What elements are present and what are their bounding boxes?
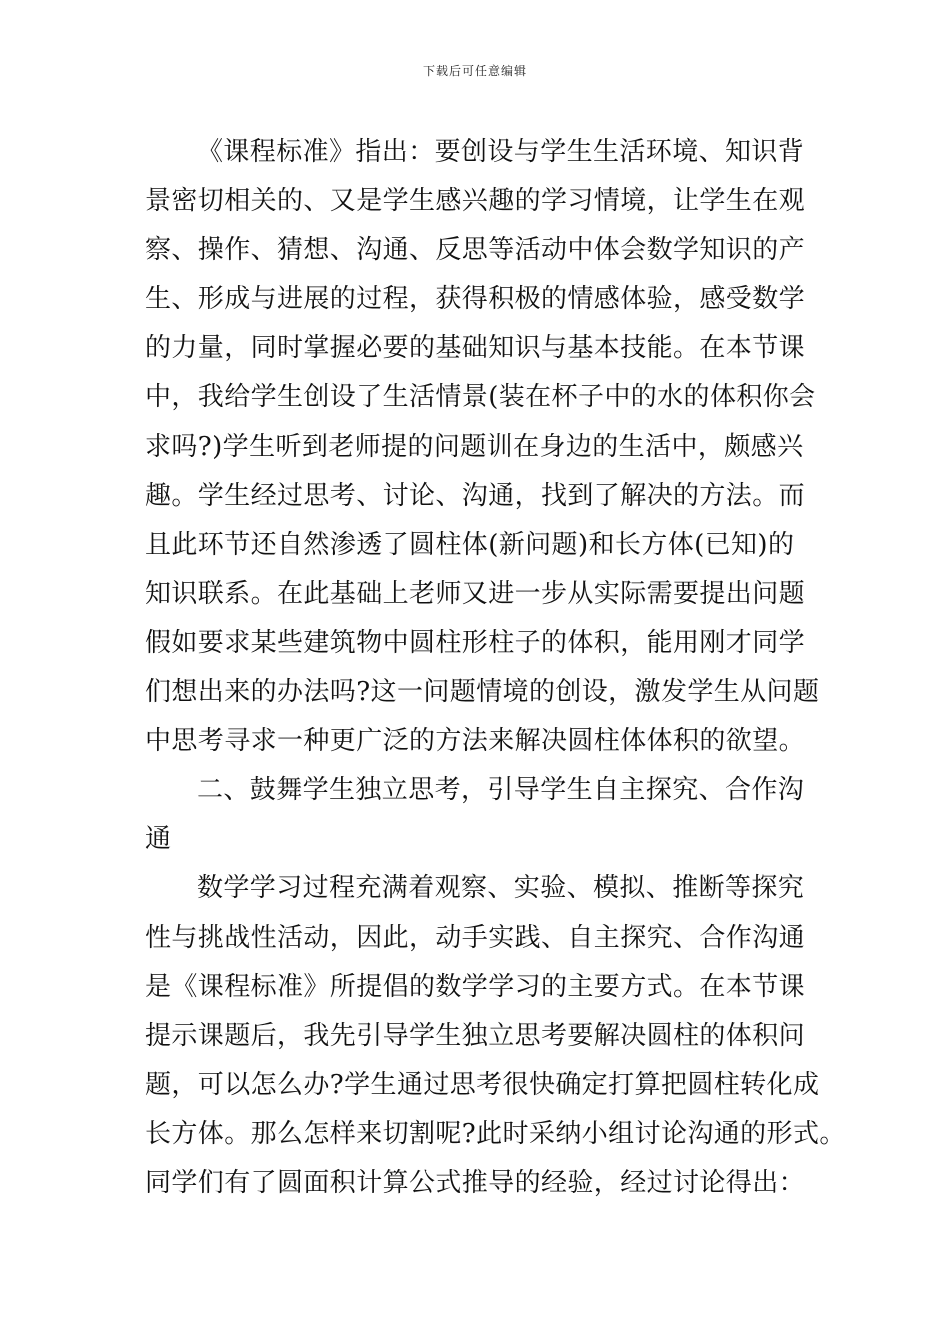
- paragraph-line: 们想出来的办法吗?这一问题情境的创设，激发学生从问题: [145, 677, 820, 708]
- section-heading-line: 通: [145, 824, 172, 855]
- paragraph-line: 的力量，同时掌握必要的基础知识与基本技能。在本节课: [145, 333, 806, 364]
- paragraph-line: 求吗?)学生听到老师提的问题训在身边的生活中，颇感兴: [145, 431, 804, 462]
- paragraph-line: 长方体。那么怎样来切割呢?此时采纳小组讨论沟通的形式。: [145, 1118, 846, 1149]
- paragraph-line: 趣。学生经过思考、讨论、沟通，找到了解决的方法。而: [145, 480, 806, 511]
- paragraph-line: 题，可以怎么办?学生通过思考很快确定打算把圆柱转化成: [145, 1069, 820, 1100]
- document-body: [145, 128, 846, 1208]
- paragraph-line: 中思考寻求一种更广泛的方法来解决圆柱体体积的欲望。: [145, 726, 806, 757]
- paragraph-line: 提示课题后，我先引导学生独立思考要解决圆柱的体积问: [145, 1020, 806, 1051]
- paragraph-line: 景密切相关的、又是学生感兴趣的学习情境，让学生在观: [145, 186, 806, 217]
- paragraph-line: 中，我给学生创设了生活情景(装在杯子中的水的体积你会: [145, 382, 816, 413]
- paragraph-line: 且此环节还自然渗透了圆柱体(新问题)和长方体(已知)的: [145, 529, 795, 560]
- paragraph-line: 数学学习过程充满着观察、实验、模拟、推断等探究: [197, 873, 805, 904]
- paragraph-line: 假如要求某些建筑物中圆柱形柱子的体积，能用刚才同学: [145, 627, 806, 658]
- section-heading-line: 二、鼓舞学生独立思考，引导学生自主探究、合作沟: [197, 775, 805, 806]
- paragraph-line: 《课程标准》指出：要创设与学生生活环境、知识背: [197, 137, 805, 167]
- paragraph-line: 性与挑战性活动，因此，动手实践、自主探究、合作沟通: [145, 922, 806, 953]
- paragraph-line: 是《课程标准》所提倡的数学学习的主要方式。在本节课: [145, 971, 806, 1002]
- paragraph-line: 生、形成与进展的过程，获得积极的情感体验，感受数学: [145, 284, 806, 315]
- paragraph-line: 知识联系。在此基础上老师又进一步从实际需要提出问题: [145, 578, 806, 609]
- page-header: 下载后可任意编辑: [422, 64, 527, 78]
- paragraph-line: 察、操作、猜想、沟通、反思等活动中体会数学知识的产: [145, 235, 806, 266]
- paragraph-line: 同学们有了圆面积计算公式推导的经验，经过讨论得出：: [145, 1167, 806, 1198]
